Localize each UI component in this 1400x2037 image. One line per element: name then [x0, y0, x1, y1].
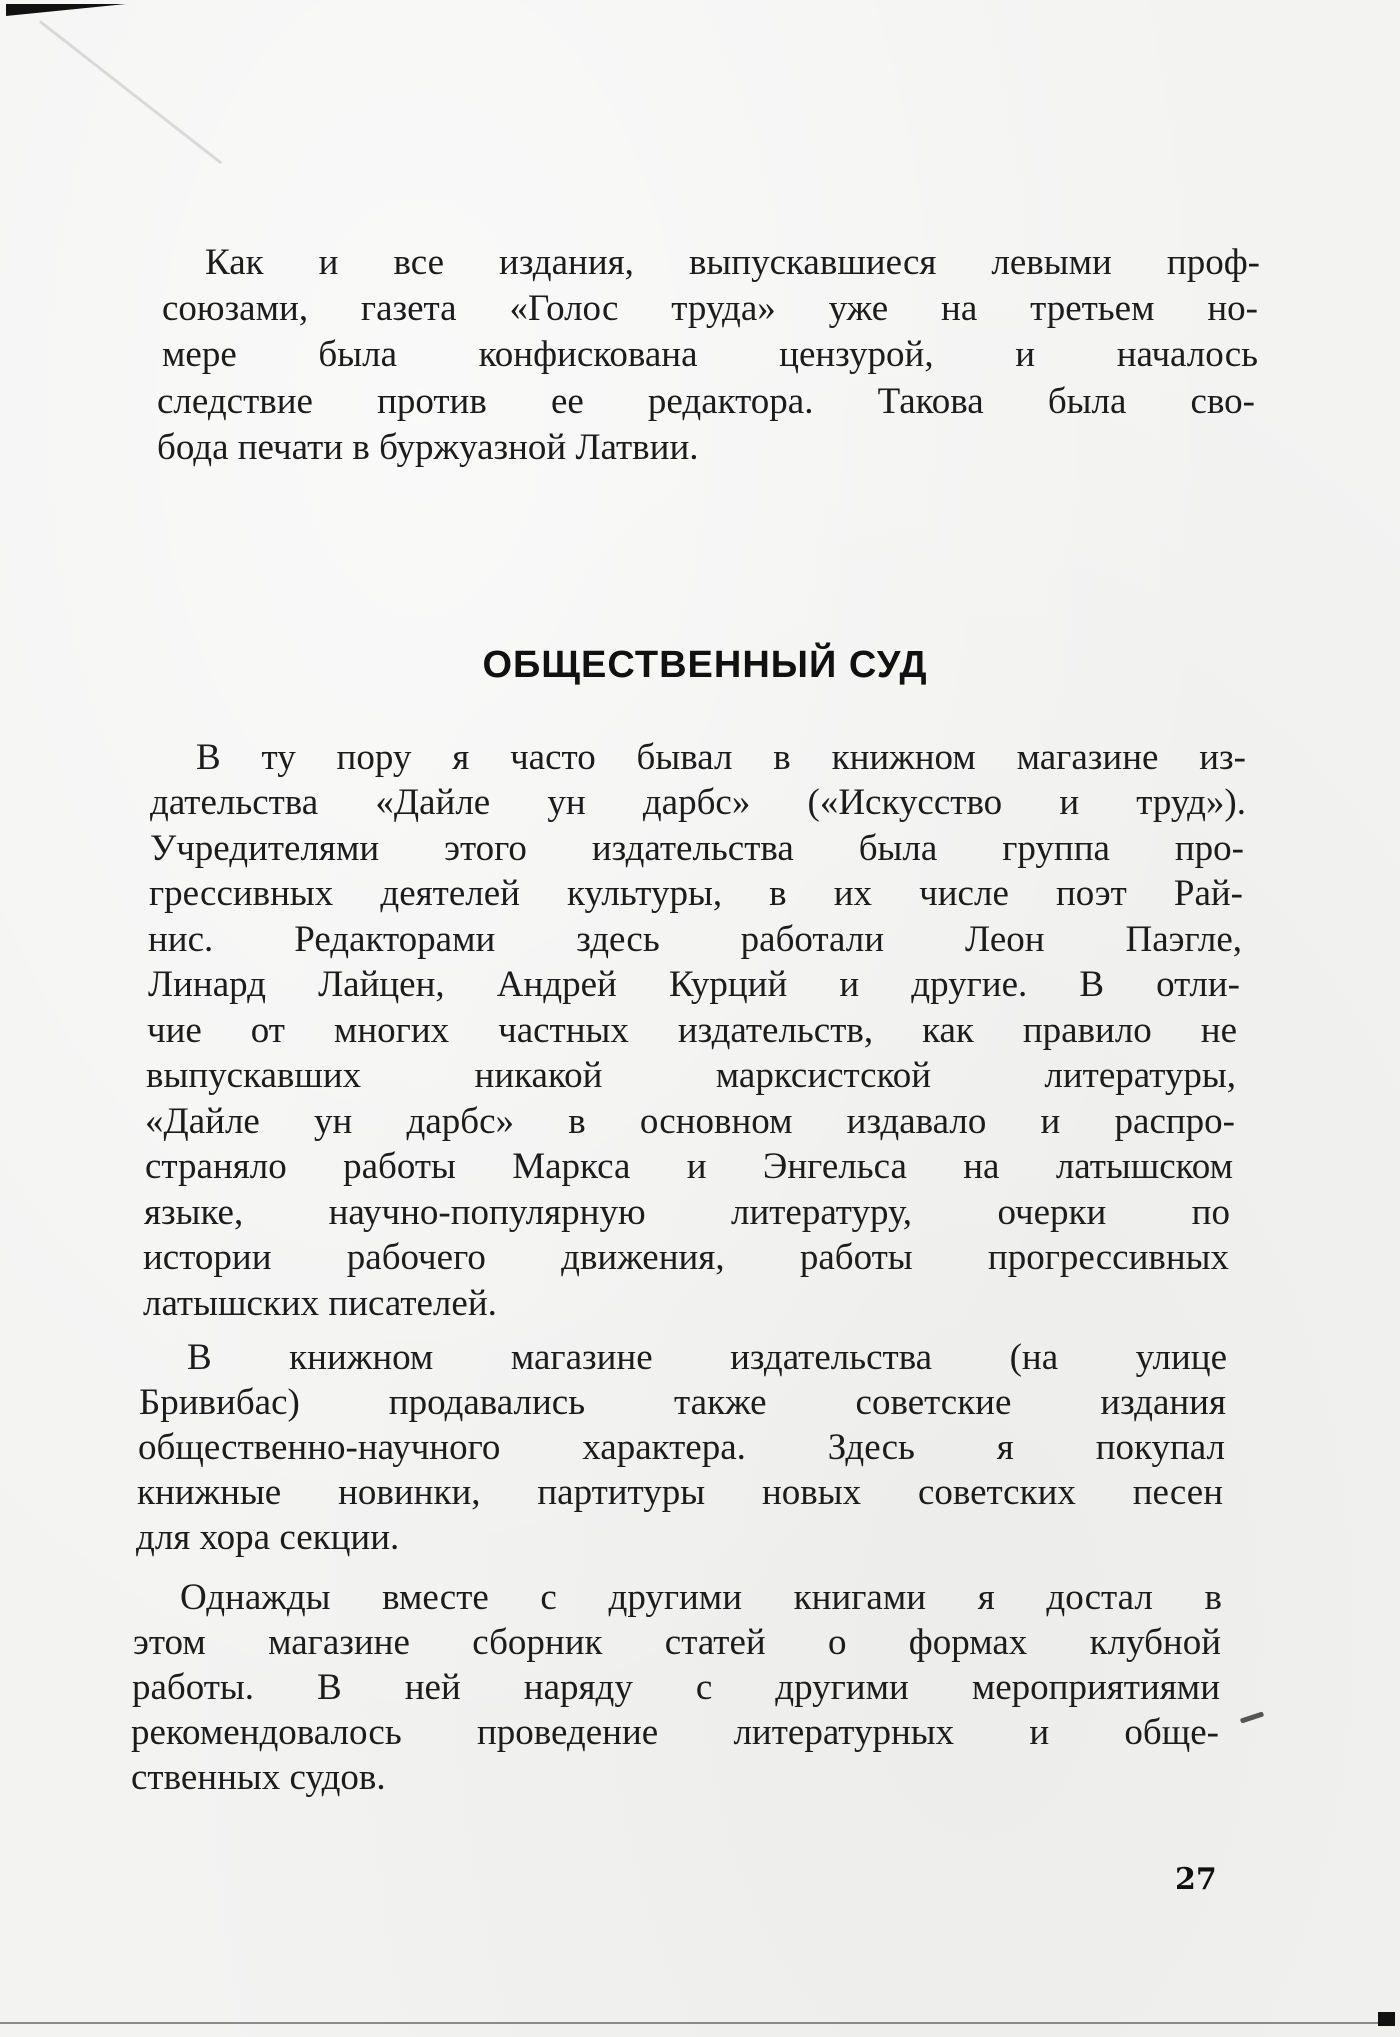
page-number: 27	[1175, 1862, 1217, 1897]
text-line: союзами, газета «Голос труда» уже на третьем но-	[162, 288, 1258, 329]
text-line: мере была конфискована цензурой, и началось	[162, 334, 1258, 375]
text-line: Бривибас) продавались также советские издания	[139, 1382, 1226, 1423]
text-line: «Дайле ун дарбс» в основном издавало и распро-	[145, 1101, 1235, 1142]
text-line: В ту пору я часто бывал в книжном магазине из-	[196, 737, 1246, 778]
text-line: бода печати в буржуазной Латвии.	[157, 427, 699, 468]
scan-corner-mark	[6, 4, 126, 16]
text-line: ственных судов.	[131, 1757, 386, 1798]
text-line: этом магазине сборник статей о формах клубной	[133, 1622, 1221, 1663]
section-heading: ОБЩЕСТВЕННЫЙ СУД	[482, 644, 928, 686]
text-line: Учредителями этого издательства была группа про-	[150, 828, 1244, 869]
text-line: рекомендовалось проведение литературных и обще-	[131, 1712, 1219, 1753]
text-line: языке, научно-популярную литературу, очерки по	[144, 1192, 1230, 1233]
text-line: общественно-научного характера. Здесь я покупал	[138, 1427, 1225, 1468]
text-line: Как и все издания, выпускавшиеся левыми проф-	[205, 242, 1260, 283]
text-line: следствие против ее редактора. Такова была сво-	[157, 381, 1255, 422]
text-line: нис. Редакторами здесь работали Леон Паэгле,	[148, 919, 1242, 960]
text-line: работы. В ней наряду с другими мероприятиями	[132, 1667, 1220, 1708]
text-line: страняло работы Маркса и Энгельса на латышском	[145, 1146, 1233, 1187]
text-line: чие от многих частных издательств, как правило не	[147, 1010, 1237, 1051]
text-line: истории рабочего движения, работы прогрессивных	[143, 1237, 1229, 1278]
page-bottom-edge	[0, 2022, 1395, 2024]
text-line: В книжном магазине издательства (на улице	[187, 1337, 1227, 1378]
scan-corner-mark-bottom	[1378, 2012, 1395, 2026]
text-line: книжные новинки, партитуры новых советских песен	[137, 1472, 1223, 1513]
text-line: дательства «Дайле ун дарбс» («Искусство и труд»).	[150, 782, 1246, 823]
text-line: Линард Лайцен, Андрей Курций и другие. В отли-	[148, 964, 1240, 1005]
text-line: для хора секции.	[136, 1517, 400, 1558]
text-line: латышских писателей.	[143, 1283, 497, 1324]
text-line: Однажды вместе с другими книгами я достал в	[180, 1577, 1222, 1618]
text-line: грессивных деятелей культуры, в их числе поэт Рай-	[149, 873, 1243, 914]
text-line: выпускавших никакой марксистской литературы,	[146, 1055, 1236, 1096]
